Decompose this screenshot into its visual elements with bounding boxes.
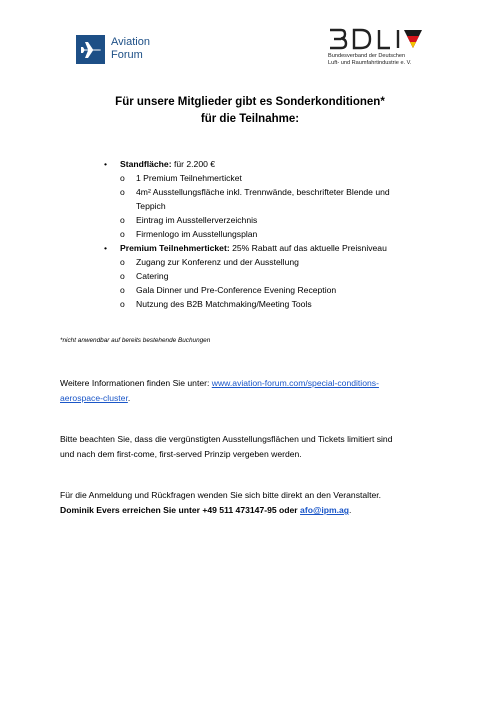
info-paragraph: Weitere Informationen finden Sie unter: www.aviation-forum.com/special-conditions- aerospace-cluster. (60, 378, 379, 403)
item1-label: Standfläche: (120, 159, 172, 169)
limitation-paragraph: Bitte beachten Sie, dass die vergünstigten Ausstellungsflächen und Tickets limitiert sind und nach dem first-come, first-served Prinzip vergeben werden. (60, 434, 393, 459)
sub-item: o 4m² Ausstellungsfläche inkl. Trennwände, beschrifteter Blende und (120, 187, 390, 197)
sub-item: o Eintrag im Ausstellerverzeichnis (120, 215, 258, 225)
footnote: *nicht anwendbar auf bereits bestehende Buchungen (60, 337, 211, 344)
item1-value: für 2.200 € (173, 159, 216, 169)
logo-wordmark (111, 36, 150, 62)
sub-item-continuation: Teppich (136, 201, 166, 211)
bullet-icon: • (104, 243, 108, 253)
bdli-wordmark-icon (328, 28, 423, 50)
item2-label: Premium Teilnehmerticket: (120, 243, 230, 253)
circle-bullet-icon: o (120, 271, 125, 281)
conditions-list (104, 157, 444, 311)
circle-bullet-icon: o (120, 215, 125, 225)
list-item-premium-ticket (104, 241, 444, 255)
sub-item: o Catering (120, 271, 169, 281)
info-link[interactable]: www.aviation-forum.com/special-conditions- aerospace-cluster (60, 378, 379, 403)
sub-item: o Gala Dinner und Pre-Conference Evening Reception (120, 285, 337, 295)
airplane-icon (76, 35, 105, 64)
sub-item: o Firmenlogo im Ausstellungsplan (120, 229, 258, 239)
circle-bullet-icon: o (120, 299, 125, 309)
circle-bullet-icon: o (120, 257, 125, 267)
list-item-standflaeche (104, 157, 444, 171)
title-line1: Für unsere Mitglieder gibt es Sonderkonditionen* (115, 96, 385, 108)
circle-bullet-icon: o (120, 173, 125, 183)
logo-line1: Aviation (111, 36, 150, 48)
sub-item: o Zugang zur Konferenz und der Ausstellung (120, 257, 299, 267)
item2-value: 25% Rabatt auf das aktuelle Preisniveau (232, 243, 387, 253)
sub-item: o 1 Premium Teilnehmerticket (120, 173, 242, 183)
bullet-icon: • (104, 159, 108, 169)
contact-paragraph: Für die Anmeldung und Rückfragen wenden Sie sich bitte direkt an den Veranstalter. Dominik Evers erreichen Sie unter +49 511 473147-95 oder afo@ipm.ag. (60, 490, 382, 515)
aviation-forum-logo (76, 34, 176, 66)
page-title (0, 94, 500, 128)
sub-item: o Nutzung des B2B Matchmaking/Meeting Tools (120, 299, 312, 309)
circle-bullet-icon: o (120, 285, 125, 295)
email-link[interactable]: afo@ipm.ag (300, 505, 350, 515)
circle-bullet-icon: o (120, 229, 125, 239)
logo-line2: Forum (111, 49, 143, 61)
circle-bullet-icon: o (120, 187, 125, 197)
bdli-logo (328, 28, 438, 70)
bdli-subtitle: Bundesverband der Deutschen Luft- und Raumfahrtindustrie e. V. (328, 53, 412, 66)
title-line2: für die Teilnahme: (200, 113, 300, 125)
